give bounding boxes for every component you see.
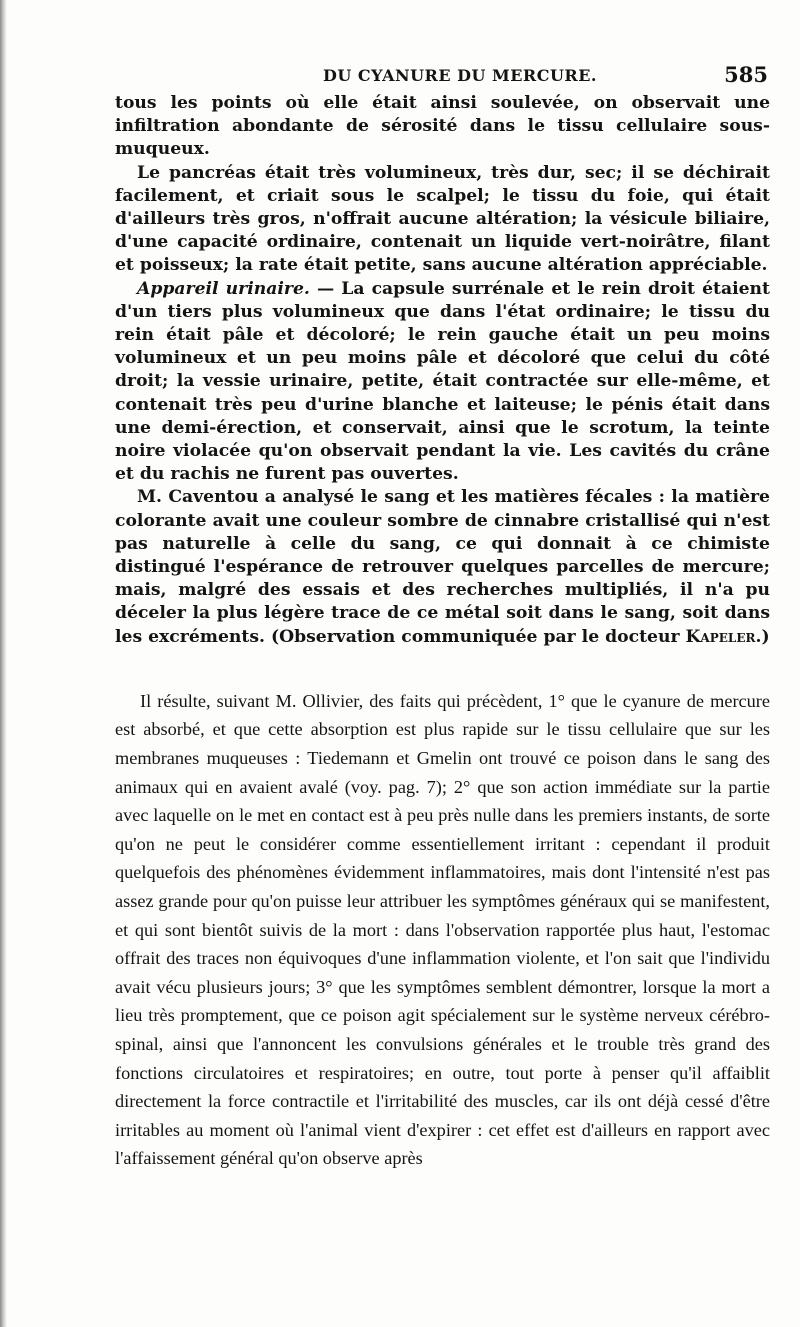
page-number: 585 (724, 62, 768, 87)
author-name: Kapeler (685, 626, 756, 647)
urinary-text: — La capsule surrénale et le rein droit étaient d'un tiers plus volumineux que dans l'état ordinaire; le tissu du rein était pâle et décoloré; le rein gauche était un peu moins volumineux et un peu moins pâle et décoloré que celui du côté droit; la vessie urinaire, petite, était contractée sur elle-même, et contenait très peu d'urine blanche et laiteuse; le pénis était dans une demi-érection, et conservait, ainsi que le scrotum, la teinte noire violacée qu'on observait pendant la vie. Les cavités du crâne et du rachis ne furent pas ouvertes. (115, 278, 770, 485)
section-heading-urinary: Appareil urinaire. (137, 278, 310, 299)
caventou-text: M. Caventou a analysé le sang et les matières fécales : la matière colorante avait une couleur sombre de cinnabre cristallisé qui n'est pas naturelle à celle du sang, ce qui donnait à ce chimiste distingué l'espérance de retrouver quelques parcelles de mercure; mais, malgré des essais et des recherches multipliés, il n'a pu déceler la plus légère trace de ce métal soit dans le sang, soit dans les excréments. (Observation communiquée par le docteur (115, 487, 770, 647)
paragraph-conclusion: Il résulte, suivant M. Ollivier, des faits qui précèdent, 1° que le cyanure de mercure est absorbé, et que cette absorption est plus rapide sur le tissu cellulaire que sur les membranes muqueuses : Tiedemann et Gmelin ont trouvé ce poison dans le sang des animaux qui en avaient avalé (voy. pag. 7); 2° que son action immédiate sur la partie avec laquelle on le met en contact est à peu près nulle dans les premiers instants, de sorte qu'on ne peut le considérer comme essentiellement irritant : cependant il produit quelquefois des phénomènes évidemment inflammatoires, mais dont l'intensité n'est pas assez grande pour qu'on puisse leur attribuer les symptômes généraux qui se manifestent, et qui sont bientôt suivis de la mort : dans l'observation rapportée plus haut, l'estomac offrait des traces non équivoques d'une inflammation violente, et l'on sait que l'individu avait vécu plusieurs jours; 3° que les symptômes semblent démontrer, lorsque la mort a lieu très promptement, que ce poison agit spécialement sur le système nerveux cérébro-spinal, ainsi que l'annoncent les convulsions générales et le trouble très grand des fonctions circulatoires et respiratoires; en outre, tout porte à penser qu'il affaiblit directement la force contractile et l'irritabilité des muscles, car ils ont déjà cessé d'être irritables au moment où l'animal vient d'expirer : cet effet est d'ailleurs en rapport avec l'affaissement général qu'on observe après (115, 690, 770, 1169)
caventou-end: .) (755, 626, 770, 647)
scan-edge (0, 0, 7, 1327)
book-page (115, 62, 770, 1173)
paragraph-caventou (115, 486, 770, 648)
running-head (115, 62, 770, 92)
paragraph-urinary (115, 278, 770, 487)
section-gap (115, 649, 770, 687)
running-title: DU CYANURE DU MERCURE. (323, 66, 597, 85)
paragraph-pancreas: Le pancréas était très volumineux, très dur, sec; il se déchirait facilement, et criait sous le scalpel; le tissu du foie, qui était d'ailleurs très gros, n'offrait aucune altération; la vésicule biliaire, d'une capacité ordinaire, contenait un liquide vert-noirâtre, filant et poisseux; la rate était petite, sans aucune altération appréciable. (115, 162, 770, 276)
paragraph-continuation: tous les points où elle était ainsi soulevée, on observait une infiltration abondante de sérosité dans le tissu cellulaire sous-muqueux. (115, 93, 770, 160)
